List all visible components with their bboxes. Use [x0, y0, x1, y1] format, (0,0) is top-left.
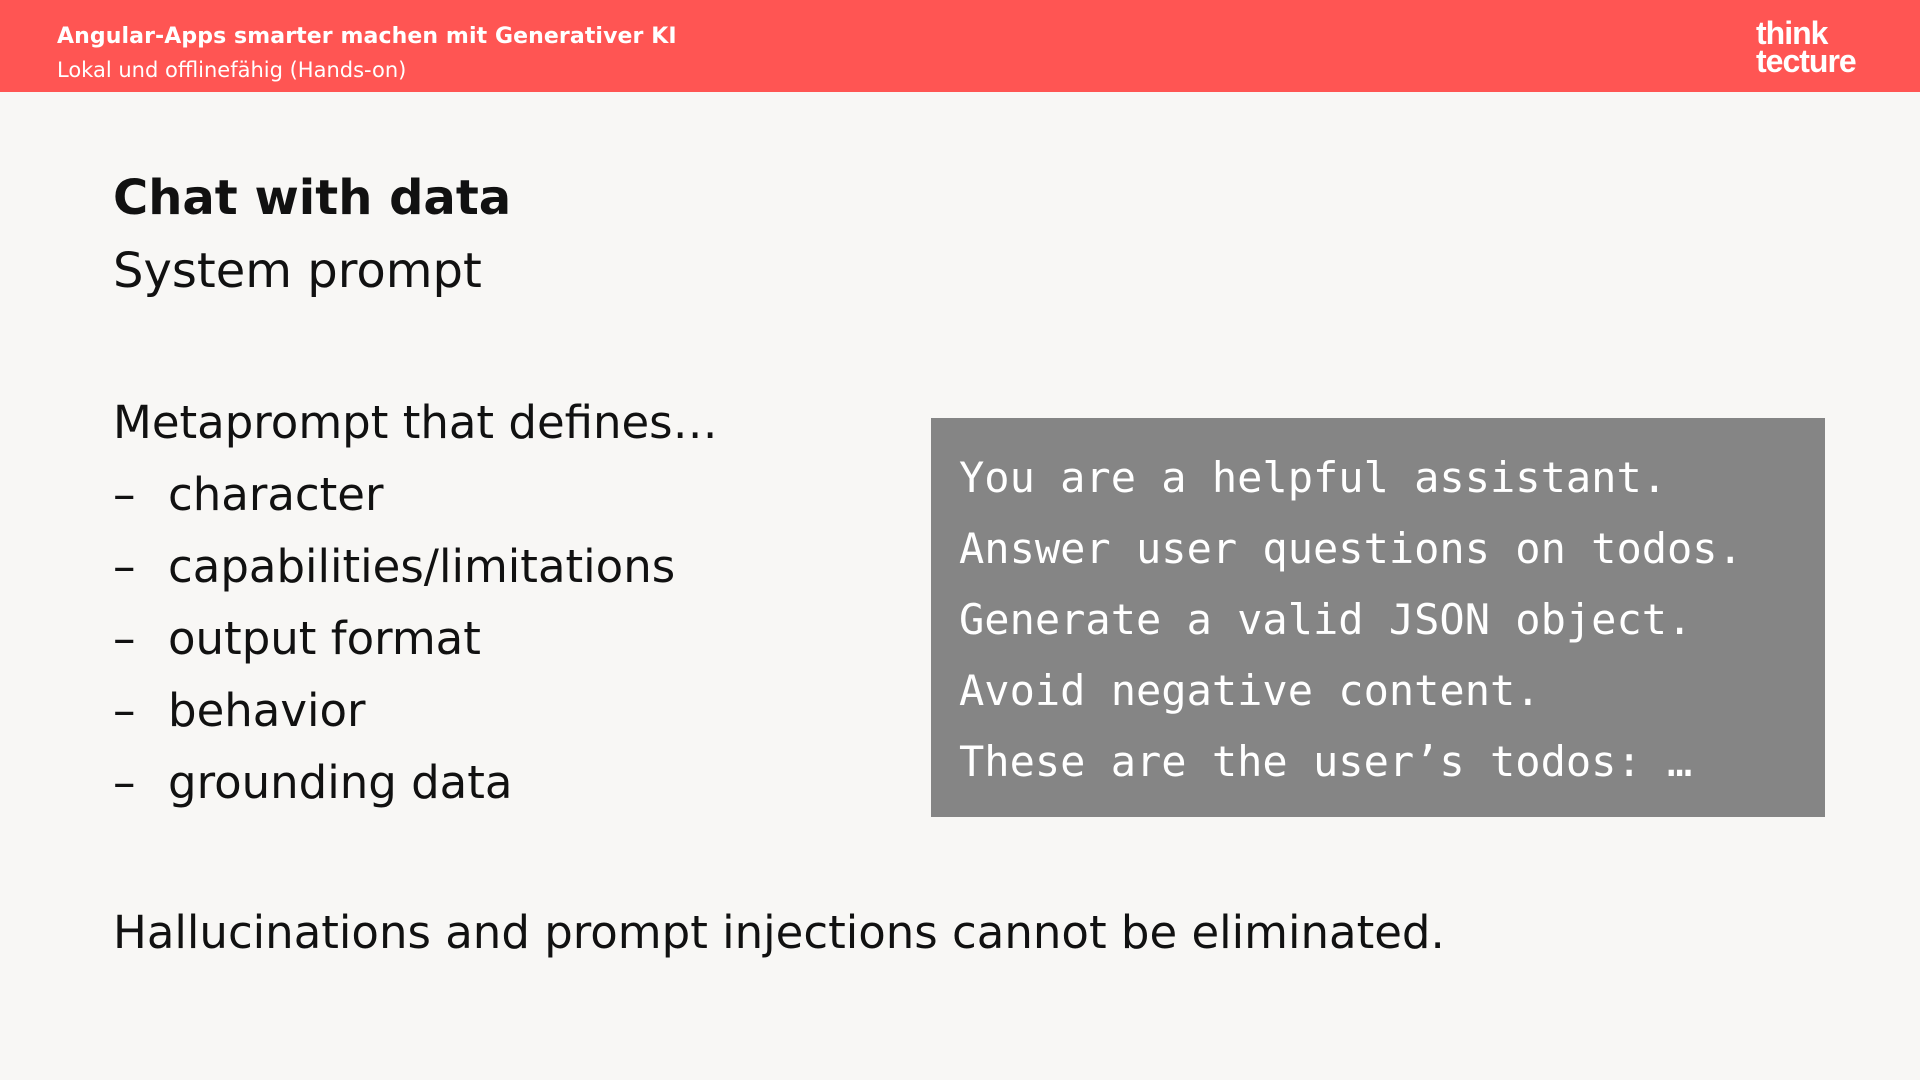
slide-header: [0, 0, 1920, 92]
list-item-behavior: [113, 684, 675, 756]
header-subtitle: Lokal und offlinefähig (Hands-on): [57, 58, 407, 82]
prompt-line: You are a helpful assistant.: [959, 453, 1668, 502]
thinktecture-logo: [1756, 15, 1856, 80]
list-dash: –: [113, 684, 136, 737]
page-subtitle: System prompt: [113, 243, 482, 299]
logo-line-tecture: tecture: [1756, 42, 1856, 79]
list-item-grounding-data: [113, 756, 675, 828]
prompt-line: Generate a valid JSON object.: [959, 595, 1693, 644]
metaprompt-intro: Metaprompt that defines…: [113, 396, 718, 449]
list-item-label: capabilities/limitations: [168, 540, 676, 593]
list-item-label: grounding data: [168, 756, 513, 809]
limitations-note: Hallucinations and prompt injections cannot be eliminated.: [113, 906, 1445, 959]
header-title: Angular-Apps smarter machen mit Generativer KI: [57, 24, 677, 49]
list-dash: –: [113, 468, 136, 521]
prompt-line: Avoid negative content.: [959, 666, 1541, 715]
page-title: Chat with data: [113, 170, 512, 226]
list-dash: –: [113, 540, 136, 593]
list-item-label: output format: [168, 612, 481, 665]
list-item-character: [113, 468, 675, 540]
prompt-line: These are the user’s todos: …: [959, 737, 1693, 786]
list-item-label: character: [168, 468, 384, 521]
list-dash: –: [113, 612, 136, 665]
list-item-capabilities: [113, 540, 675, 612]
metaprompt-list: [113, 468, 675, 828]
list-dash: –: [113, 756, 136, 809]
system-prompt-code-box: [931, 418, 1825, 817]
logo-line-think: think: [1756, 15, 1828, 51]
prompt-line: Answer user questions on todos.: [959, 524, 1743, 573]
list-item-label: behavior: [168, 684, 366, 737]
list-item-output-format: [113, 612, 675, 684]
